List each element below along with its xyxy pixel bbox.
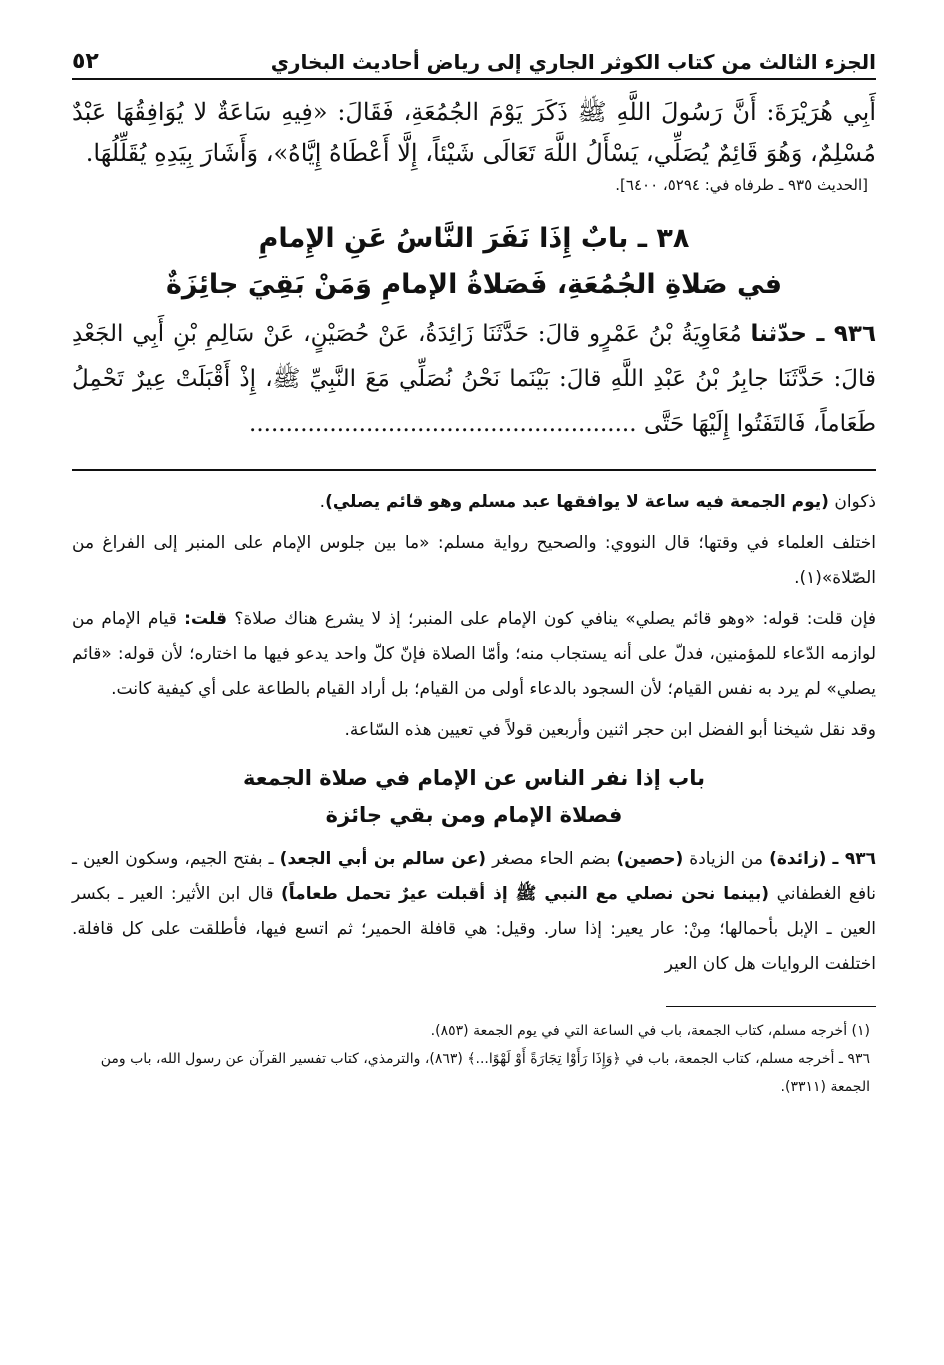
commentary-heading-line-2: فصلاة الإمام ومن بقي جائزة	[325, 803, 623, 827]
quoted-word: (عن سالم بن أبي الجعد)	[279, 849, 487, 869]
hadith-number: ٩٣٦ ـ	[832, 849, 876, 869]
commentary-paragraph-1	[72, 485, 876, 520]
footnotes	[72, 1017, 876, 1101]
commentary-text: .	[319, 492, 326, 512]
chapter-heading-line-2: في صَلاةِ الجُمُعَةِ، فَصَلاةُ الإمامِ وَمَنْ بَقِيَ جائِزَةٌ	[165, 269, 783, 300]
quoted-hadith: (يوم الجمعة فيه ساعة لا يوافقها عبد مسلم وهو قائم يصلي)	[325, 492, 829, 512]
hadith-936-text: مُعَاوِيَةُ بْنُ عَمْرٍو قالَ: حَدَّثَنَا زَائِدَةُ، عَنْ حُصَيْنٍ، عَنْ سَالِمِ بْنِ أَبِي الجَعْدِ قالَ: حَدَّثَنَا جابِرُ بْنُ عَبْدِ اللَّهِ قالَ: بَيْنَما نَحْنُ نُصَلِّي مَعَ النَّبِيِّ ﷺ، إِذْ أَقْبَلَتْ عِيرٌ تَحْمِلُ طَعَاماً، فَالتَفَتُوا إِلَيْهَا حَتَّى	[72, 321, 876, 437]
commentary-paragraph-5	[72, 842, 876, 982]
hadith-935-reference: [الحديث ٩٣٥ ـ طرفاه في: ٥٢٩٤، ٦٤٠٠].	[615, 176, 868, 194]
page-number: ٥٢	[72, 49, 99, 74]
footnote-1: (١) أخرجه مسلم، كتاب الجمعة، باب في الساعة التي في يوم الجمعة (٨٥٣).	[430, 1023, 870, 1039]
chapter-heading	[72, 216, 876, 308]
quoted-word: (زائدة)	[769, 849, 827, 869]
book-title: الجزء الثالث من كتاب الكوثر الجاري إلى رياض أحاديث البخاري	[270, 50, 876, 74]
commentary-text: قال ابن الأثير: العير ـ بكسر العين ـ الإبل بأحمالها؛ مِنْ: عار يعير: إذا سار. وقيل: هي قافلة الحمير؛ ثم اتسع فيها، فأطلقت على كل قافلة. اختلفت الروايات هل كان العير	[72, 884, 876, 974]
hadith-935-text: أَبِي هُرَيْرَةَ: أَنَّ رَسُولَ اللَّهِ ﷺ ذَكَرَ يَوْمَ الجُمُعَةِ، فَقَالَ: «فِيهِ سَاعَةٌ لا يُوَافِقُهَا عَبْدٌ مُسْلِمٌ، وَهُوَ قَائِمٌ يُصَلِّي، يَسْأَلُ اللَّهَ تَعَالَى شَيْئاً، إِلَّا أَعْطَاهُ إِيَّاهُ»، وَأَشَارَ بِيَدِهِ يُقَلِّلُهَا.	[72, 98, 876, 167]
commentary-text: ـ بفتح الجيم، وسكون العين ـ نافع الغطفاني	[72, 849, 877, 904]
commentary-text: فإن قلت: قوله: «وهو قائم يصلي» ينافي كون الإمام على المنبر؛ إذ لا يشرع هناك صلاة؟	[234, 609, 877, 629]
quoted-word: (حصين)	[616, 849, 684, 869]
commentary-text: بضم الحاء مصغر	[492, 849, 611, 869]
answer-marker: قلت:	[184, 609, 228, 629]
commentary-separator	[72, 469, 876, 471]
hadith-936-lead: ٩٣٦ ـ حدّثنا	[750, 321, 876, 347]
commentary-paragraph-2: اختلف العلماء في وقتها؛ قال النووي: والصحيح رواية مسلم: «ما بين جلوس الإمام على المنبر إلى الفراغ من الصّلاة»(١).	[72, 533, 876, 588]
chapter-heading-line-1: ٣٨ ـ بابٌ إِذَا نَفَرَ النَّاسُ عَنِ الإِمامِ	[258, 223, 690, 254]
footnote-2: ٩٣٦ ـ أخرجه مسلم، كتاب الجمعة، باب في ﴿وَإِذَا رَأَوْا تِجَارَةً أَوْ لَهْوًا...﴾ (٨٦٣)، والترمذي، كتاب تفسير القرآن عن رسول الله، باب ومن الجمعة (٣٣١١).	[100, 1051, 870, 1095]
quoted-phrase: (بينما نحن نصلي مع النبي ﷺ إذ أقبلت عيرٌ تحمل طعاماً)	[281, 884, 770, 904]
commentary-text: من الزيادة	[689, 849, 764, 869]
commentary-paragraph-3	[72, 602, 876, 707]
commentary-chapter-heading	[72, 760, 876, 834]
page-header	[72, 38, 876, 80]
commentary-paragraph-4: وقد نقل شيخنا أبو الفضل ابن حجر اثنين وأربعين قولاً في تعيين هذه السّاعة.	[344, 720, 876, 740]
continuation-dots: .....................................................	[249, 411, 637, 437]
book-page	[72, 38, 876, 1365]
commentary-heading-line-1: باب إذا نفر الناس عن الإمام في صلاة الجمعة	[243, 766, 705, 790]
commentary-text: ذكوان	[834, 492, 876, 512]
commentary	[72, 485, 876, 982]
footnote-separator	[666, 1006, 876, 1007]
hadith-936	[72, 312, 876, 447]
commentary-text: قيام الإمام من لوازمه الدّعاء للمؤمنين، فدلّ على أنه يستجاب منه؛ وأمّا الصلاة فإنّ كلّ واحد يدعو فيها ما اختاره؛ لأن قوله: «قائم يصلي» لم يرد به نفس القيام؛ لأن السجود بالدعاء أولى من القيام؛ بل أراد القيام بالطاعة على أي كيفية كانت.	[72, 609, 876, 699]
